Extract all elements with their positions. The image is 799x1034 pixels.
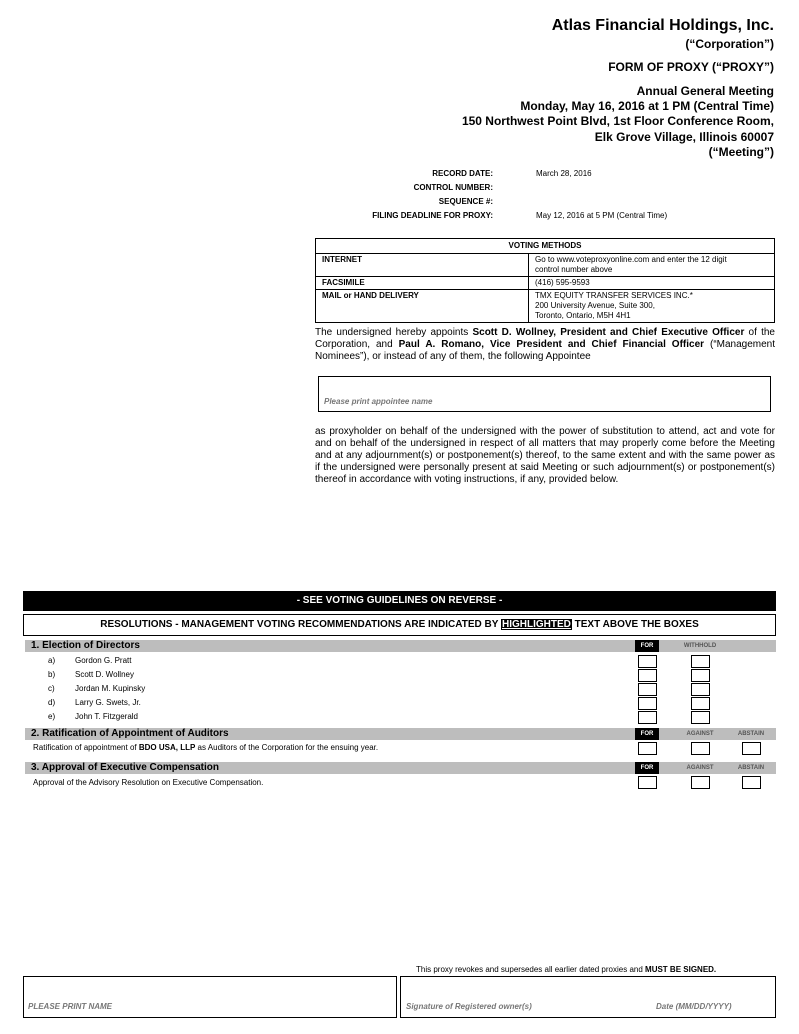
director-a-withhold-checkbox[interactable] <box>691 655 710 668</box>
section-election-directors <box>25 640 776 652</box>
method-internet: INTERNET <box>316 254 529 277</box>
nominee-1: Scott D. Wollney, President and Chief Executive Officer <box>472 327 745 338</box>
compensation-for-checkbox[interactable] <box>638 776 657 789</box>
compensation-against-checkbox[interactable] <box>691 776 710 789</box>
director-letter: a) <box>48 656 56 665</box>
voting-method-row <box>316 254 775 277</box>
meeting-address-line2: Elk Grove Village, Illinois 60007 <box>594 130 774 144</box>
proxy-revokes-notice <box>416 965 716 974</box>
appointment-intro: The undersigned hereby appoints <box>315 327 469 338</box>
for-highlight: FOR <box>635 728 659 740</box>
must-be-signed: MUST BE SIGNED. <box>645 965 717 974</box>
against-header: AGAINST <box>686 731 714 737</box>
meeting-tag: (“Meeting”) <box>708 145 774 159</box>
auditors-text-before: Ratification of appointment of <box>33 743 137 752</box>
resolutions-header <box>23 614 776 636</box>
detail-line: Go to www.voteproxyonline.com and enter the 12 digit <box>535 255 727 264</box>
withhold-header: WITHHOLD <box>683 643 717 649</box>
notice-text: This proxy revokes and supersedes all earlier dated proxies and <box>416 965 643 974</box>
nominee-2: Paul A. Romano, Vice President and Chief Financial Officer <box>398 339 705 350</box>
section-title: 1. Election of Directors <box>31 640 140 651</box>
form-title: FORM OF PROXY (“PROXY”) <box>608 60 774 74</box>
director-name: Gordon G. Pratt <box>75 656 132 665</box>
highlight-badge: HIGHLIGHTED <box>501 619 571 630</box>
director-b-withhold-checkbox[interactable] <box>691 669 710 682</box>
guidelines-bar: - SEE VOTING GUIDELINES ON REVERSE - <box>23 591 776 611</box>
method-facsimile-detail: (416) 595-9593 <box>529 277 775 290</box>
print-name-field[interactable] <box>23 976 397 1018</box>
section-title: 3. Approval of Executive Compensation <box>31 762 220 773</box>
sequence-label: SEQUENCE #: <box>438 197 493 206</box>
section-ratification-auditors <box>25 728 776 740</box>
proxy-text: as proxyholder on behalf of the undersigned with the power of substitution to attend, act and vote for and on behalf of the undersigned in respect of all matters that may properly come before the Meeting and at any adjournment(s) or postponement(s) thereof, to the same extent and with the same power as if the undersigned were personally present at said Meeting or such adjournment(s) or postponement(s) thereof in accordance with voting instructions, if any, provided below. <box>315 426 775 485</box>
meeting-date: Monday, May 16, 2016 at 1 PM (Central Time) <box>520 99 774 113</box>
compensation-text: Approval of the Advisory Resolution on Executive Compensation. <box>33 778 264 787</box>
filing-deadline-label: FILING DEADLINE FOR PROXY: <box>372 211 493 220</box>
date-label: Date (MM/DD/YYYY) <box>656 1002 732 1011</box>
print-name-label: PLEASE PRINT NAME <box>28 1002 113 1011</box>
director-name: Jordan M. Kupinsky <box>75 684 146 693</box>
director-d-for-checkbox[interactable] <box>638 697 657 710</box>
director-letter: c) <box>48 684 55 693</box>
auditors-against-checkbox[interactable] <box>691 742 710 755</box>
director-name: Larry G. Swets, Jr. <box>75 698 141 707</box>
against-header: AGAINST <box>686 765 714 771</box>
section-title: 2. Ratification of Appointment of Auditors <box>31 728 229 739</box>
abstain-header: ABSTAIN <box>737 731 765 737</box>
voting-methods-title: VOTING METHODS <box>316 239 775 254</box>
abstain-header: ABSTAIN <box>737 765 765 771</box>
director-name: John T. Fitzgerald <box>75 712 138 721</box>
meeting-address-line1: 150 Northwest Point Blvd, 1st Floor Conference Room, <box>461 114 774 128</box>
control-number-label: CONTROL NUMBER: <box>413 183 493 192</box>
director-a-for-checkbox[interactable] <box>638 655 657 668</box>
detail-line: control number above <box>535 265 613 274</box>
director-name: Scott D. Wollney <box>75 670 134 679</box>
detail-line: 200 University Avenue, Suite 300, <box>535 301 655 310</box>
appointment-paragraph <box>315 327 775 363</box>
auditors-abstain-checkbox[interactable] <box>742 742 761 755</box>
method-mail: MAIL or HAND DELIVERY <box>316 290 529 323</box>
director-d-withhold-checkbox[interactable] <box>691 697 710 710</box>
for-highlight: FOR <box>635 640 659 652</box>
signature-label: Signature of Registered owner(s) <box>406 1002 532 1011</box>
filing-deadline-value: May 12, 2016 at 5 PM (Central Time) <box>536 211 668 220</box>
appointment-tail: (“Management Nominees”), or instead of any of them, the following Appointee <box>315 339 776 362</box>
method-mail-detail <box>529 290 775 323</box>
resolutions-header-tail: TEXT ABOVE THE BOXES <box>574 619 699 630</box>
appointment-of: of <box>748 327 757 338</box>
detail-line: TMX EQUITY TRANSFER SERVICES INC.* <box>535 291 693 300</box>
method-internet-detail <box>529 254 775 277</box>
director-c-for-checkbox[interactable] <box>638 683 657 696</box>
corporation-tag: (“Corporation”) <box>685 37 774 51</box>
director-e-withhold-checkbox[interactable] <box>691 711 710 724</box>
director-b-for-checkbox[interactable] <box>638 669 657 682</box>
company-name: Atlas Financial Holdings, Inc. <box>551 17 774 34</box>
voting-methods-table <box>315 238 775 323</box>
record-date-value: March 28, 2016 <box>536 169 592 178</box>
director-letter: b) <box>48 670 56 679</box>
director-letter: e) <box>48 712 56 721</box>
signature-field[interactable] <box>400 976 776 1018</box>
director-c-withhold-checkbox[interactable] <box>691 683 710 696</box>
appointment-mid: the Corporation, and <box>315 327 775 350</box>
section-executive-compensation <box>25 762 776 774</box>
voting-method-row <box>316 290 775 323</box>
director-letter: d) <box>48 698 56 707</box>
record-date-label: RECORD DATE: <box>432 169 493 178</box>
detail-line: Toronto, Ontario, M5H 4H1 <box>535 311 631 320</box>
for-highlight: FOR <box>635 762 659 774</box>
resolutions-header-text: RESOLUTIONS - MANAGEMENT VOTING RECOMMENDATIONS ARE INDICATED BY <box>100 619 499 630</box>
appointee-name-field[interactable] <box>318 376 771 412</box>
appointee-placeholder: Please print appointee name <box>324 397 433 406</box>
method-facsimile: FACSIMILE <box>316 277 529 290</box>
auditors-for-checkbox[interactable] <box>638 742 657 755</box>
auditors-text-after: as Auditors of the Corporation for the ensuing year. <box>197 743 379 752</box>
director-e-for-checkbox[interactable] <box>638 711 657 724</box>
auditor-name: BDO USA, LLP <box>138 743 196 752</box>
meeting-name: Annual General Meeting <box>636 84 774 98</box>
auditors-text <box>33 743 378 753</box>
voting-method-row <box>316 277 775 290</box>
compensation-abstain-checkbox[interactable] <box>742 776 761 789</box>
